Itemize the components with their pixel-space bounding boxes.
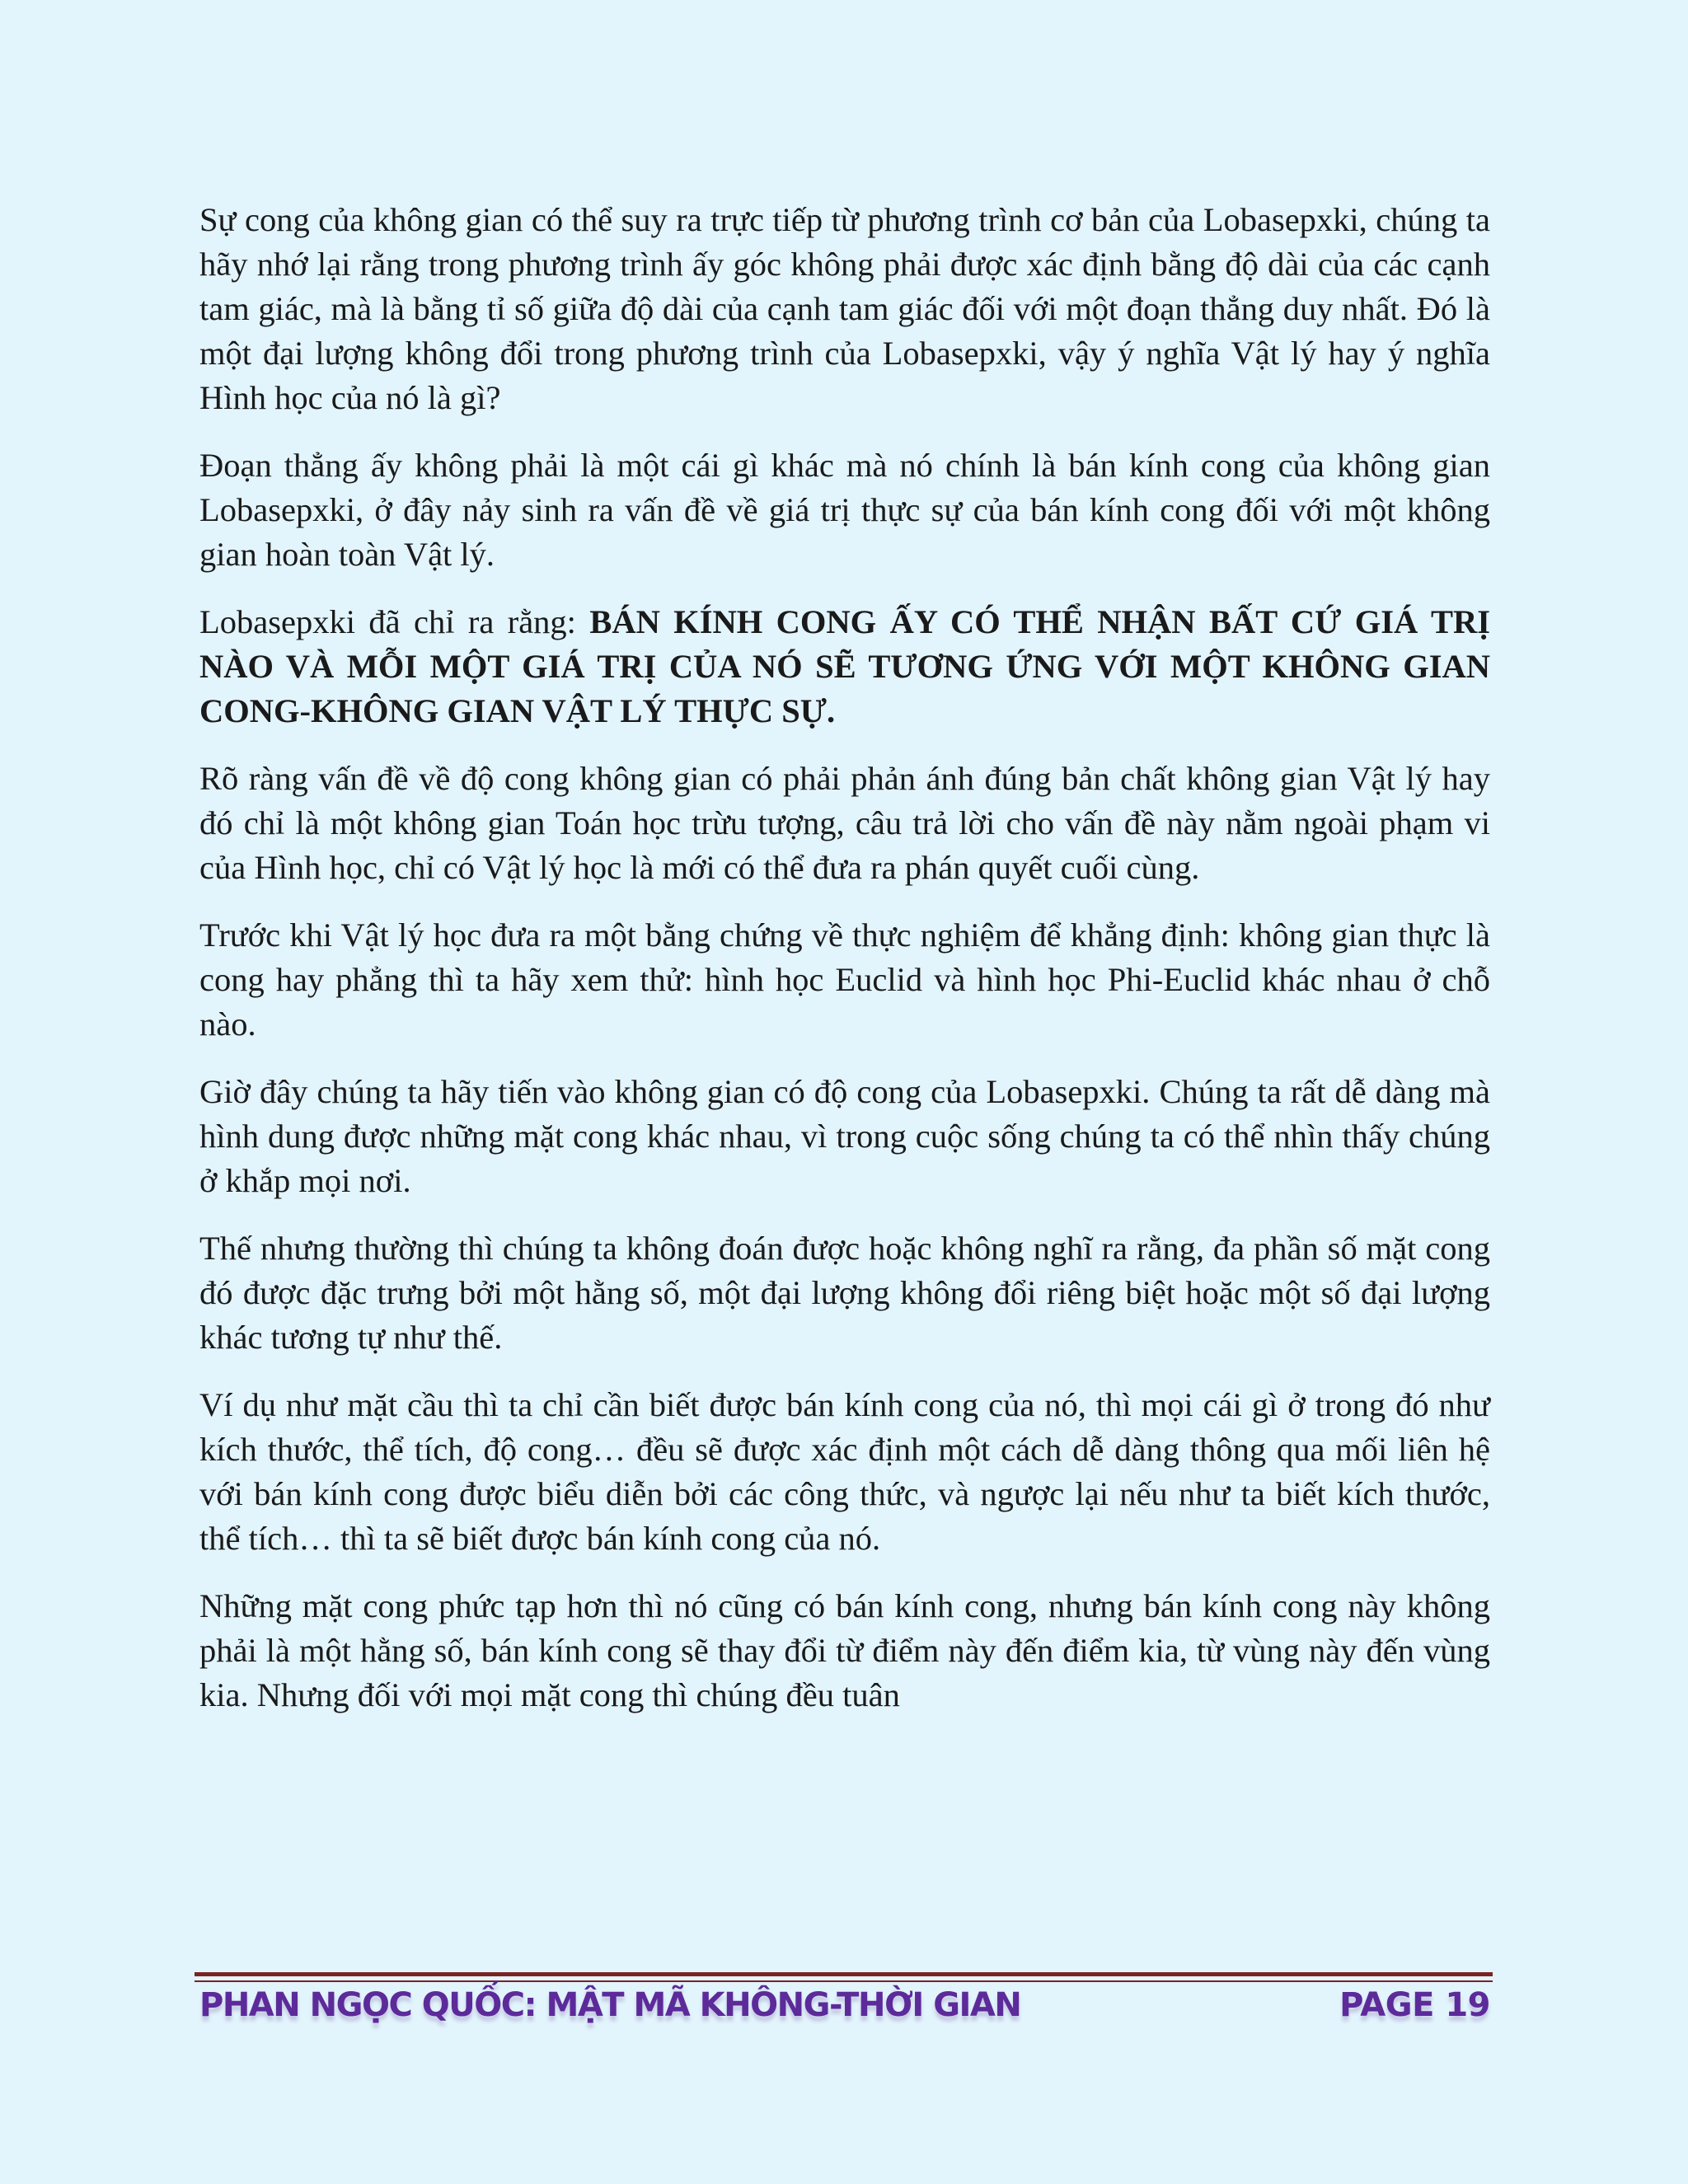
paragraph-2: Đoạn thẳng ấy không phải là một cái gì khác mà nó chính là bán kính cong của không gian Lobasepxki, ở đây nảy sinh ra vấn đề về giá trị thực sự của bán kính cong đối với một không gian hoàn toàn Vật lý. (199, 447, 1490, 573)
footer-page-number: PAGE 19 (1339, 1986, 1490, 2024)
paragraph-7: Thế nhưng thường thì chúng ta không đoán được hoặc không nghĩ ra rằng, đa phần số mặt cong đó được đặc trưng bởi một hằng số, một đại lượng không đổi riêng biệt hoặc một số đại lượng khác tương tự như thế. (199, 1230, 1490, 1356)
paragraph-9: Những mặt cong phức tạp hơn thì nó cũng có bán kính cong, nhưng bán kính cong này không phải là một hằng số, bán kính cong sẽ thay đổi từ điểm này đến điểm kia, từ vùng này đến vùng kia. Nhưng đối với mọi mặt cong thì chúng đều tuân (199, 1587, 1490, 1713)
footer-divider-thin (195, 1980, 1493, 1982)
paragraph-1: Sự cong của không gian có thể suy ra trực tiếp từ phương trình cơ bản của Lobasepxki, chúng ta hãy nhớ lại rằng trong phương trình ấy góc không phải được xác định bằng độ dài của các cạnh tam giác, mà là bằng tỉ số giữa độ dài của cạnh tam giác đối với một đoạn thẳng duy nhất. Đó là một đại lượng không đổi trong phương trình của Lobasepxki, vậy ý nghĩa Vật lý hay ý nghĩa Hình học của nó là gì? (199, 201, 1490, 416)
footer-divider-thick (195, 1972, 1493, 1976)
page-footer (199, 1986, 1490, 2036)
paragraph-4: Rõ ràng vấn đề về độ cong không gian có phải phản ánh đúng bản chất không gian Vật lý hay đó chỉ là một không gian Toán học trừu tượng, câu trả lời cho vấn đề này nằm ngoài phạm vi của Hình học, chỉ có Vật lý học là mới có thể đưa ra phán quyết cuối cùng. (199, 760, 1490, 886)
paragraph-8: Ví dụ như mặt cầu thì ta chỉ cần biết được bán kính cong của nó, thì mọi cái gì ở trong đó như kích thước, thể tích, độ cong… đều sẽ được xác định một cách dễ dàng thông qua mối liên hệ với bán kính cong được biểu diễn bởi các công thức, và ngược lại nếu như ta biết kích thước, thể tích… thì ta sẽ biết được bán kính cong của nó. (199, 1386, 1490, 1557)
paragraph-5: Trước khi Vật lý học đưa ra một bằng chứng về thực nghiệm để khẳng định: không gian thực là cong hay phẳng thì ta hãy xem thử: hình học Euclid và hình học Phi-Euclid khác nhau ở chỗ nào. (199, 916, 1490, 1043)
paragraph-3 (199, 600, 1490, 733)
paragraph-6: Giờ đây chúng ta hãy tiến vào không gian có độ cong của Lobasepxki. Chúng ta rất dễ dàng mà hình dung được những mặt cong khác nhau, vì trong cuộc sống chúng ta có thể nhìn thấy chúng ở khắp mọi nơi. (199, 1073, 1490, 1199)
page-body (199, 198, 1490, 1741)
paragraph-3-lead: Lobasepxki đã chỉ ra rằng: (199, 603, 590, 640)
paragraph-3-bold-statement: BÁN KÍNH CONG ẤY CÓ THỂ NHẬN BẤT CỨ GIÁ TRỊ NÀO VÀ MỖI MỘT GIÁ TRỊ CỦA NÓ SẼ TƯƠNG ỨNG VỚI MỘT KHÔNG GIAN CONG-KHÔNG GIAN VẬT LÝ THỰC SỰ. (199, 603, 1490, 729)
footer-book-title: PHAN NGỌC QUỐC: MẬT MÃ KHÔNG-THỜI GIAN (199, 1986, 1021, 2024)
